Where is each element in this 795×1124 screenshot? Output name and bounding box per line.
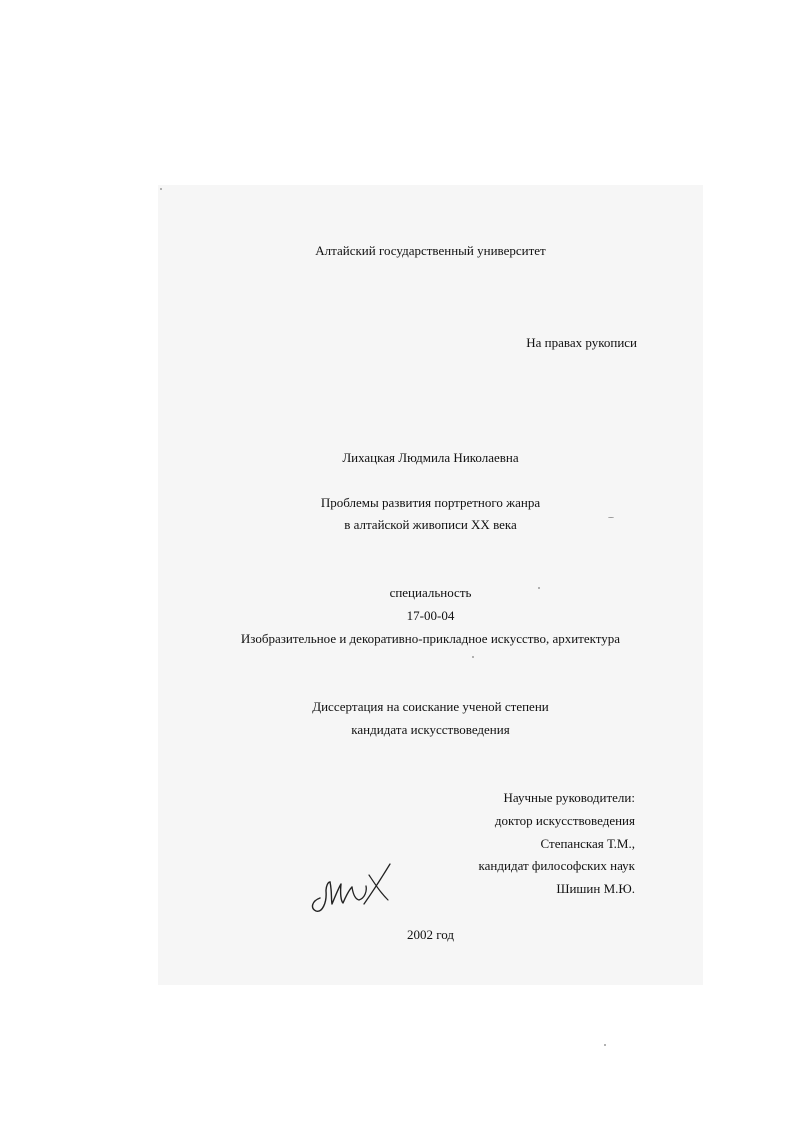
manuscript-rights-note: На правах рукописи [526, 335, 637, 350]
specialty-code: 17-00-04 [406, 608, 455, 623]
author-signature [308, 860, 396, 914]
dissertation-title-line-1: Проблемы развития портретного жанра [320, 495, 541, 510]
supervisor-1-degree: доктор искусствоведения [494, 813, 635, 828]
supervisor-1-name: Степанская Т.М., [540, 836, 635, 851]
year: 2002 год [407, 927, 454, 942]
university-name: Алтайский государственный университет [315, 243, 546, 258]
scan-speck [160, 188, 162, 190]
scan-speck [472, 656, 474, 658]
scan-speck [538, 587, 540, 589]
scan-speck [608, 517, 614, 518]
specialty-name: Изобразительное и декоративно-прикладное искусство, архитектура [240, 631, 621, 646]
degree-statement-line-1: Диссертация на соискание ученой степени [312, 699, 549, 714]
supervisor-2-degree: кандидат философских наук [478, 858, 635, 873]
author-name: Лихацкая Людмила Николаевна [342, 450, 519, 465]
supervisors-label: Научные руководители: [503, 790, 635, 805]
degree-statement-line-2: кандидата искусствоведения [351, 722, 510, 737]
scan-speck [604, 1044, 606, 1046]
dissertation-title-line-2: в алтайской живописи XX века [344, 517, 517, 532]
specialty-label: специальность [389, 585, 472, 600]
supervisor-2-name: Шишин М.Ю. [556, 881, 635, 896]
